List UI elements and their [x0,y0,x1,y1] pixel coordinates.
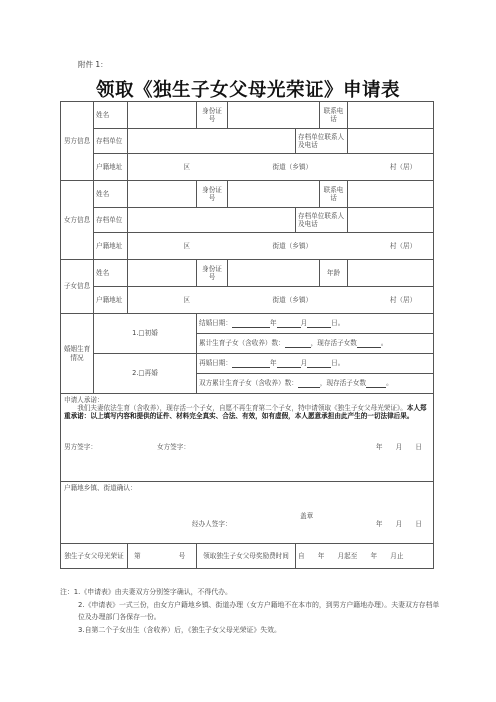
female-phone-label: 联系电话 [320,181,348,208]
handler-sign-label: 经办人签字： [192,520,232,529]
remarriage-date-label: 再婚日期： [199,359,232,368]
male-archive-contact-label: 存档单位联系人及电话 [296,129,348,154]
child-age-label: 年龄 [320,260,348,287]
period-label: 。 [380,339,388,348]
note-2: 2.《申请表》一式三份，由女方户籍地乡镇、街道办理（女方户籍地不在本市的，到男方户籍地办理）。夫妻双方存档单位及办理部门各保存一份。 [78,600,440,621]
village-label: 村（居） [389,295,417,304]
child-id-field[interactable] [228,260,320,287]
page-title: 领取《独生子女父母光荣证》申请表 [95,80,400,101]
village-label: 村（居） [389,162,417,171]
district-label: 区 [183,295,190,304]
street-label: 街道（乡镇） [272,295,313,304]
male-phone-label: 联系电话 [320,102,348,129]
living-blank[interactable] [357,340,381,348]
marriage-year-blank[interactable] [232,320,270,328]
month-label: 月 [300,319,308,328]
female-phone-field[interactable] [348,181,434,208]
female-id-field[interactable] [228,181,320,208]
male-archive-contact-field[interactable] [348,129,434,154]
cert-no-label: 独生子女父母光荣证 [61,544,128,569]
joint-living-blank[interactable] [366,380,386,388]
street-label: 街道（乡镇） [272,241,313,250]
year-label: 年 [269,359,277,368]
cumulative-blank[interactable] [285,340,311,348]
reward-time-label: 领取独生子女父母奖励费时间 [197,544,296,569]
female-sign-label: 女方签字： [156,442,190,451]
male-phone-field[interactable] [348,102,434,129]
district-label: 区 [183,162,190,171]
pledge-date: 年 月 日 [375,442,422,451]
female-addr-field[interactable] [128,233,434,260]
pledge-cell [61,394,434,482]
pledge-text: 我们夫妻依法生育（含收养），现存活一个子女，自愿不再生育第二个子女，特申请领取《独生子女父母光荣证》。 [77,404,407,413]
female-addr-label: 户籍地址 [94,233,128,260]
male-name-label: 姓名 [94,102,128,129]
marriage-date-row [197,314,434,334]
male-addr-field[interactable] [128,154,434,181]
remarriage-day-blank[interactable] [307,360,331,368]
marriage-month-blank[interactable] [277,320,301,328]
female-archive-contact-label: 存档单位联系人及电话 [296,208,348,233]
reward-time-field[interactable]: 自 年 月起至 年 月止 [296,544,434,569]
section-female: 女方信息 [61,181,94,260]
child-addr-label: 户籍地址 [94,287,128,314]
seal-label: 盖章 [300,512,314,521]
male-addr-label: 户籍地址 [94,154,128,181]
remarriage-date-row [197,354,434,374]
male-name-field[interactable] [128,102,197,129]
district-label: 区 [183,241,190,250]
cert-prefix: 第 [134,551,141,560]
cumulative-children-row [197,334,434,354]
male-id-label: 身份证号 [197,102,228,129]
section-male: 男方信息 [61,102,94,181]
living-label: ，现存活子女数 [310,339,357,348]
remarriage-year-blank[interactable] [232,360,270,368]
confirm-date: 年 月 日 [375,520,422,529]
child-age-field[interactable] [348,260,434,287]
female-archive-field[interactable] [128,208,296,233]
female-archive-label: 存档单位 [94,208,128,233]
male-archive-field[interactable] [128,129,296,154]
first-marriage-option[interactable]: 1.□初婚 [94,314,197,354]
marriage-date-label: 结婚日期： [199,319,232,328]
period-label: 。 [386,379,393,388]
year-label: 年 [269,319,277,328]
child-name-label: 姓名 [94,260,128,287]
joint-cumulative-label: 双方累计生育子女（含收养）数： [199,379,298,388]
application-form [60,101,434,569]
marriage-day-blank[interactable] [307,320,331,328]
confirm-heading: 户籍地乡镇、街道确认： [64,484,137,492]
pledge-heading: 申请人承诺： [64,396,104,404]
confirm-cell [61,482,434,544]
cumulative-label: 累计生育子女（含收养）数： [199,339,285,348]
remarriage-option[interactable]: 2.□再婚 [94,354,197,394]
cert-no-field[interactable] [128,544,197,569]
female-name-field[interactable] [128,181,197,208]
notes [60,586,440,636]
day-label: 日。 [331,319,345,328]
note-1: 注：1.《申请表》由夫妻双方分别签字确认，不得代办。 [60,588,232,596]
child-name-field[interactable] [128,260,197,287]
village-label: 村（居） [389,241,417,250]
cert-suffix: 号 [178,551,186,560]
male-sign-label: 男方签字： [64,442,97,451]
female-archive-contact-field[interactable] [348,208,434,233]
street-label: 街道（乡镇） [272,162,313,171]
male-id-field[interactable] [228,102,320,129]
child-addr-field[interactable] [128,287,434,314]
living-label: ，现存活子女数 [319,379,367,388]
day-label: 日。 [331,359,345,368]
section-child: 子女信息 [61,260,94,314]
section-marriage: 婚姻生育情况 [61,314,94,394]
remarriage-month-blank[interactable] [277,360,301,368]
female-id-label: 身份证号 [197,181,228,208]
joint-cumulative-blank[interactable] [298,380,320,388]
child-id-label: 身份证号 [197,260,228,287]
joint-children-row [197,374,434,394]
month-label: 月 [300,359,308,368]
female-name-label: 姓名 [94,181,128,208]
note-3: 3.自第二个子女出生（含收养）后，《独生子女父母光荣证》失效。 [78,625,281,634]
pledge-bold-text: 本人郑重承诺：以上填写内容和提供的证件、材料完全真实、合法、有效，如有虚假，本人愿意承担由此产生的一切法律后果。 [64,404,427,421]
attachment-label: 附件 1： [78,60,108,69]
male-archive-label: 存档单位 [94,129,128,154]
